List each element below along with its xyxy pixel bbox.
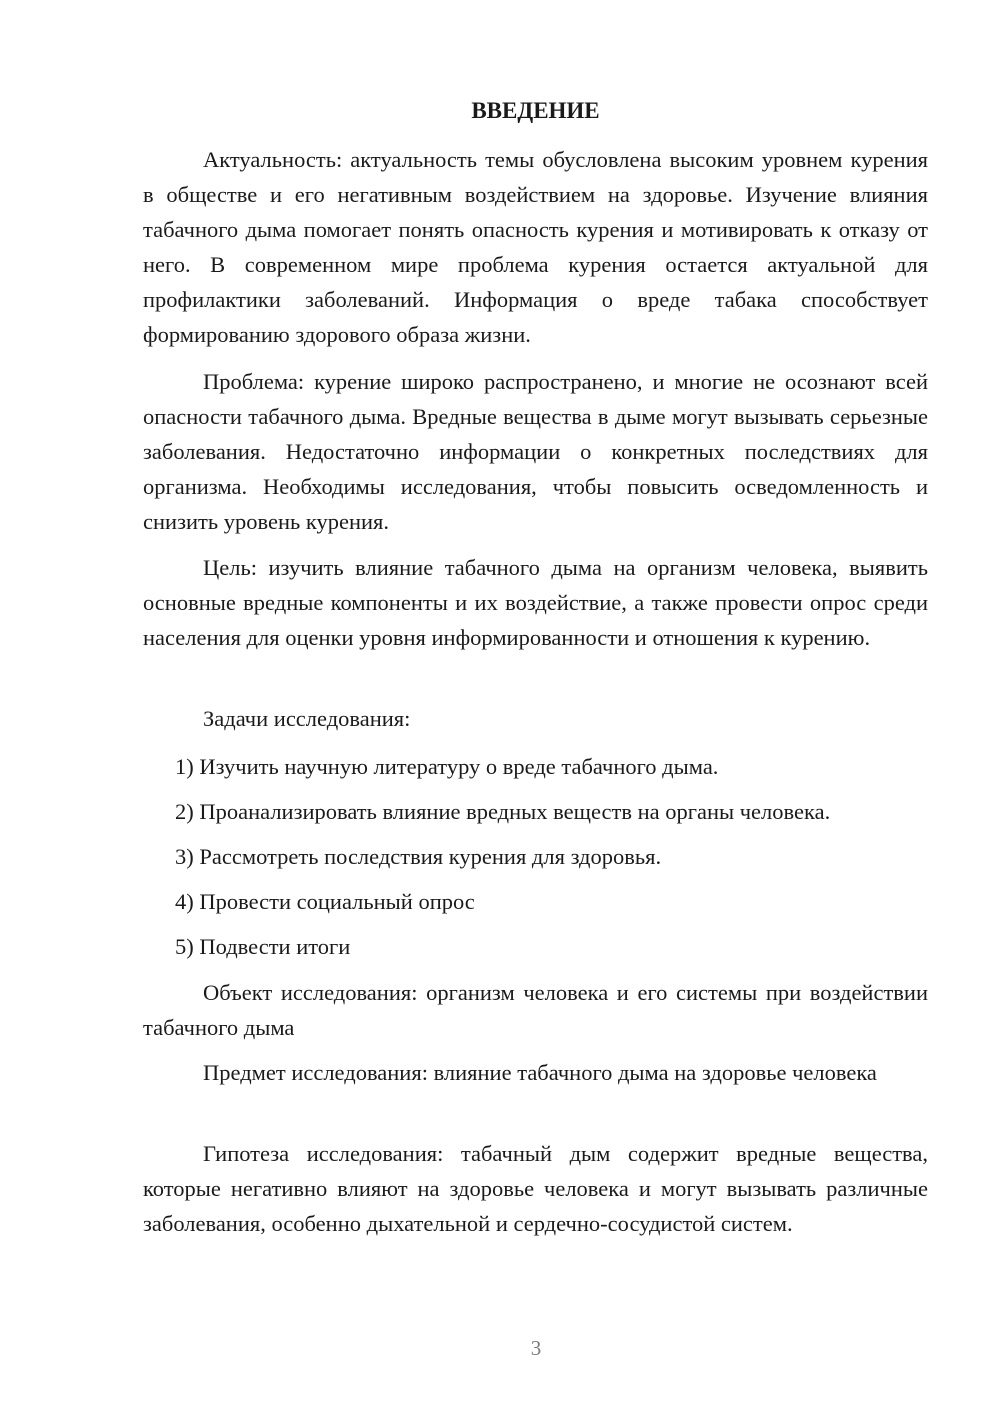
- paragraph-hypothesis: Гипотеза исследования: табачный дым содержит вредные вещества, которые негативно влияют на здоровье человека и могут вызывать различные заболевания, особенно дыхательной и сердечно-сосудистой систем.: [143, 1141, 928, 1236]
- list-item: 1) Изучить научную литературу о вреде табачного дыма.: [175, 754, 719, 779]
- list-item: 4) Провести социальный опрос: [175, 889, 475, 914]
- page-number: 3: [530, 1336, 542, 1360]
- page-title: ВВЕДЕНИЕ: [471, 98, 600, 123]
- paragraph-problem: Проблема: курение широко распространено, и многие не осознают всей опасности табачного дыма. Вредные вещества в дыме могут вызывать серьезные заболевания. Недостаточно информации о конкретных последствиях для организма. Необходимы исследования, чтобы повысить осведомленность и снизить уровень курения.: [143, 369, 928, 534]
- paragraph-relevance: Актуальность: актуальность темы обусловлена высоким уровнем курения в обществе и его негативным воздействием на здоровье. Изучение влияния табачного дыма помогает понять опасность курения и мотивировать к отказу от него. В современном мире проблема курения остается актуальной для профилактики заболеваний. Информация о вреде табака способствует формированию здорового образа жизни.: [143, 147, 928, 347]
- list-item: 2) Проанализировать влияние вредных веществ на органы человека.: [175, 799, 831, 824]
- paragraph-goal: Цель: изучить влияние табачного дыма на организм человека, выявить основные вредные компоненты и их воздействие, а также провести опрос среди населения для оценки уровня информированности и отношения к курению.: [143, 555, 928, 650]
- tasks-title: Задачи исследования:: [203, 706, 411, 731]
- paragraph-subject: Предмет исследования: влияние табачного дыма на здоровье человека: [203, 1060, 877, 1085]
- list-item: 3) Рассмотреть последствия курения для здоровья.: [175, 844, 662, 869]
- paragraph-object: Объект исследования: организм человека и его системы при воздействии табачного дыма: [143, 980, 928, 1040]
- list-item: 5) Подвести итоги: [175, 934, 351, 959]
